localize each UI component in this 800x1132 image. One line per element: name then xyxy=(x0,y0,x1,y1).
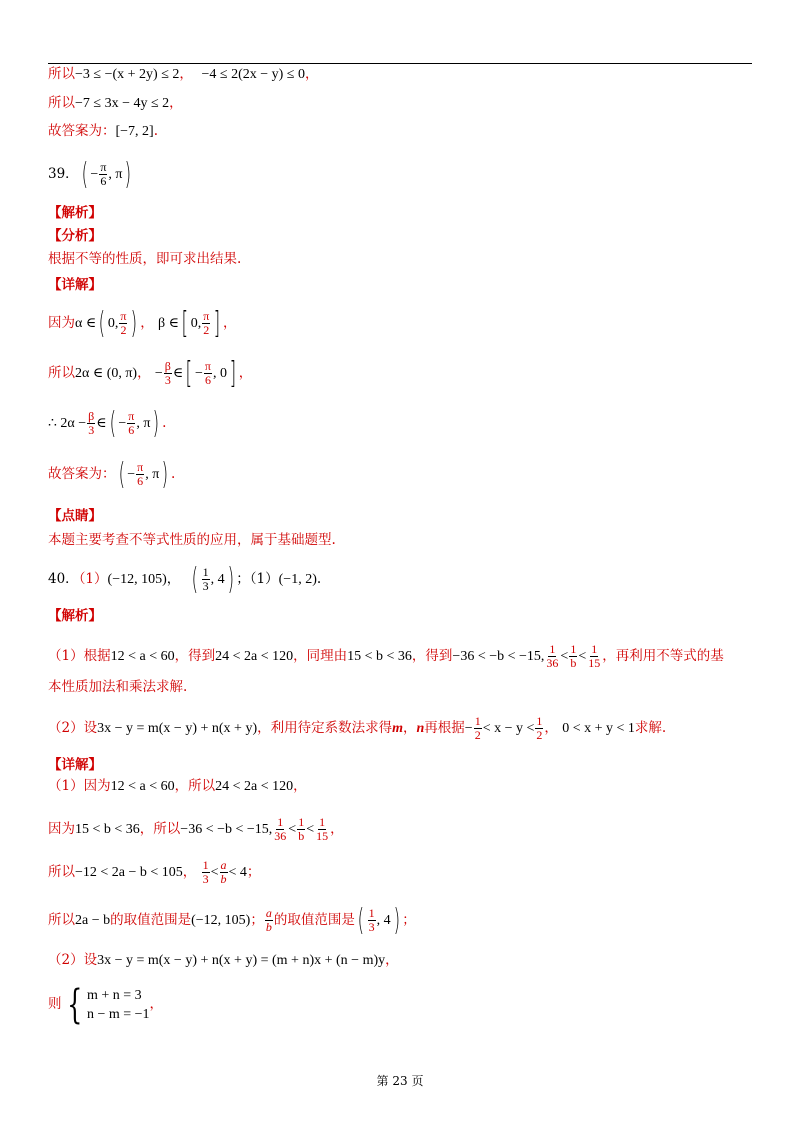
math-expr: (−1, 2) xyxy=(278,572,317,587)
text: 所以 xyxy=(48,864,75,880)
fraction: $\frac{\pi}{6}$ xyxy=(128,409,135,437)
math-expr: (−12, 105) xyxy=(191,913,251,928)
page-footer: 第 23 页 xyxy=(376,1074,424,1088)
punct: ， xyxy=(166,571,181,587)
punct: ， xyxy=(544,720,558,736)
fraction: $\frac{1}{36}$ xyxy=(546,642,559,670)
math-expr: −7 ≤ 3x − 4y ≤ 2 xyxy=(75,96,170,111)
text: ，得到 xyxy=(174,648,216,664)
text: 所以 xyxy=(48,912,75,928)
punct: ； xyxy=(402,912,416,928)
q40-detail-4: 所以2a − b的取值范围是(−12, 105)； $\frac{a}{b}$ 的取值范围是( $\frac{1}{3}$ , 4) ； xyxy=(48,902,416,938)
q40-analysis-2: （2）设3x − y = m(x − y) + n(x + y)，利用待定系数法求得m，n再根据− $\frac{1}{2}$ < x − y < $\frac{1}{2}$ ， 0 < x + y < 1求解. xyxy=(48,714,667,742)
fraction: $\frac{1}{b}$ xyxy=(298,815,305,843)
text: ，利用待定系数法求得 xyxy=(257,720,393,736)
text: 所以 xyxy=(48,66,75,82)
math-expr: 15 < b < 36 xyxy=(347,649,412,664)
punct: ， xyxy=(304,66,319,82)
q39-fenxi-heading: 【分析】 xyxy=(48,228,102,244)
math-expr: ∈ xyxy=(96,416,107,431)
math-expr: 2α ∈ (0, π) xyxy=(75,366,138,381)
q40-detail-5 xyxy=(48,950,399,971)
text: （1）因为 xyxy=(48,778,111,794)
math-expr: −3 ≤ −(x + 2y) ≤ 2 xyxy=(75,67,180,82)
punct: ， xyxy=(140,315,154,331)
text: ，同理由 xyxy=(293,648,348,664)
text: ，得到 xyxy=(411,648,453,664)
q39-dianjing-heading: 【点睛】 xyxy=(48,508,102,524)
question-number: 39． xyxy=(48,166,79,182)
math-expr: α ∈ xyxy=(75,316,97,331)
math-expr: [−7, 2] xyxy=(115,124,154,139)
math-expr: 24 < 2a < 120 xyxy=(215,779,294,794)
fraction: $\frac{\pi}{2}$ xyxy=(203,309,210,337)
fraction: $\frac{\beta}{3}$ xyxy=(164,359,171,387)
q40-answer-line: 40．（1）(−12, 105)， ( $\frac{1}{3}$ , 4) ；（1）(−1, 2). xyxy=(48,561,322,597)
math-expr: , π xyxy=(108,167,123,182)
fraction: $\frac{1}{3}$ xyxy=(202,858,209,886)
fraction: $\frac{1}{15}$ xyxy=(316,815,329,843)
q39-step-2: 所以2α ∈ (0, π)， − $\frac{\beta}{3}$ ∈[ − $\frac{\pi}{6}$ , 0] ， xyxy=(48,355,253,391)
q40-jiexi-heading: 【解析】 xyxy=(48,608,102,624)
equation-row: m + n = 3 xyxy=(86,987,142,1003)
q39-answer-final: 故答案为：( − $\frac{\pi}{6}$ , π) . xyxy=(48,456,176,492)
q40-detail-2: 因为15 < b < 36，所以−36 < −b < −15, $\frac{1}{36}$ < $\frac{1}{b}$ < $\frac{1}{15}$ ， xyxy=(48,815,344,843)
math-expr: < x − y < xyxy=(482,721,535,736)
math-expr: (−12, 105) xyxy=(107,572,167,587)
q39-answer-line: 39．( − $\frac{\pi}{6}$ , π) xyxy=(48,156,132,192)
punct: ， xyxy=(137,365,151,381)
fraction: $\frac{1}{3}$ xyxy=(202,565,209,593)
math-expr: 12 < a < 60 xyxy=(110,649,175,664)
punct: . xyxy=(170,466,176,482)
intro-line-3 xyxy=(48,121,158,142)
q39-step-1: 因为α ∈( 0, $\frac{\pi}{2}$ ) ， β ∈[ 0, $\frac{\pi}{2}$ ] ， xyxy=(48,305,237,341)
part-label: （1） xyxy=(249,571,279,587)
text: 求解. xyxy=(634,720,667,736)
text: 故答案为： xyxy=(48,123,116,139)
fraction: $\frac{\pi}{6}$ xyxy=(137,460,144,488)
math-expr: −36 < −b < −15, xyxy=(452,649,545,664)
text: 再根据 xyxy=(424,720,465,736)
fraction: $\frac{1}{3}$ xyxy=(368,906,375,934)
intro-line-2 xyxy=(48,93,183,114)
math-expr: , 4 xyxy=(210,572,225,587)
math-expr: 15 < b < 36 xyxy=(75,822,140,837)
punct: ， xyxy=(223,315,237,331)
text: （2）设 xyxy=(48,952,98,968)
fraction: $\frac{1}{2}$ xyxy=(474,714,481,742)
math-expr: 3x − y = m(x − y) + n(x + y) = (m + n)x + (n − m)y xyxy=(97,953,386,968)
punct: ， xyxy=(238,365,253,381)
math-expr: , π xyxy=(136,416,151,431)
fraction: $\frac{a}{b}$ xyxy=(220,858,227,886)
punct: ， xyxy=(182,864,197,880)
punct: ； xyxy=(236,571,250,587)
math-expr: 0, xyxy=(107,316,119,331)
equation-system: { m + n = 3 n − m = −1 xyxy=(66,981,150,1028)
fraction: $\frac{\pi}{6}$ xyxy=(204,359,211,387)
math-expr: , π xyxy=(145,467,160,482)
math-var: n xyxy=(416,721,425,736)
math-expr: 12 < a < 60 xyxy=(110,779,175,794)
math-expr: , 4 xyxy=(376,913,391,928)
q39-fenxi-text: 根据不等的性质，即可求出结果. xyxy=(48,251,242,267)
math-expr: ∈ xyxy=(172,366,184,381)
intro-line-1 xyxy=(48,64,318,85)
punct: ； xyxy=(246,864,261,880)
text: 所以 xyxy=(48,95,75,111)
text: 所以 xyxy=(48,365,75,381)
q40-analysis-1-cont: 本性质加法和乘法求解. xyxy=(48,679,188,695)
text: （2）设 xyxy=(48,720,98,736)
math-expr: 0, xyxy=(190,316,202,331)
punct: ， xyxy=(403,720,417,736)
punct: ， xyxy=(169,95,183,111)
punct: ， xyxy=(330,821,344,837)
equation-row: n − m = −1 xyxy=(86,1006,150,1022)
text: ，再利用不等式的基 xyxy=(602,648,724,664)
math-expr: < 4 xyxy=(228,865,247,880)
punct: ， xyxy=(149,996,164,1012)
part-label: （1） xyxy=(78,571,108,587)
text: ，所以 xyxy=(139,821,181,837)
punct: . xyxy=(153,123,159,139)
math-expr: −36 < −b < −15, xyxy=(180,822,273,837)
q39-step-3: ∴ 2α − $\frac{\beta}{3}$ ∈( − $\frac{\pi}{6}$ , π) . xyxy=(48,405,167,441)
fraction: $\frac{1}{b}$ xyxy=(570,642,577,670)
q40-detail-6 xyxy=(48,982,163,1026)
question-number: 40． xyxy=(48,571,79,587)
fraction: $\frac{a}{b}$ xyxy=(265,906,272,934)
fraction: $\frac{\beta}{3}$ xyxy=(88,409,95,437)
fraction: $\frac{1}{15}$ xyxy=(588,642,601,670)
text: 因为 xyxy=(48,315,75,331)
fraction: $\frac{1}{2}$ xyxy=(536,714,543,742)
math-expr: 2a − b xyxy=(75,913,111,928)
math-expr: 0 < x + y < 1 xyxy=(562,721,635,736)
math-var: m xyxy=(392,721,403,736)
math-expr: 24 < 2a < 120 xyxy=(215,649,294,664)
punct: . xyxy=(316,571,322,587)
math-expr: 3x − y = m(x − y) + n(x + y) xyxy=(97,721,258,736)
punct: . xyxy=(162,415,167,431)
punct: ， xyxy=(179,66,193,82)
text: ，所以 xyxy=(174,778,216,794)
q39-jiexi-heading: 【解析】 xyxy=(48,205,102,221)
punct: ； xyxy=(250,912,264,928)
q40-detail-3: 所以−12 < 2a − b < 105， $\frac{1}{3}$ < $\frac{a}{b}$ < 4； xyxy=(48,858,261,886)
q39-dianjing-text: 本题主要考查不等式性质的应用，属于基础题型. xyxy=(48,532,336,548)
q40-analysis-1: （1）根据12 < a < 60，得到24 < 2a < 120，同理由15 < b < 36，得到−36 < −b < −15, $\frac{1}{36}$ < $\frac{1}{b}$ < $\frac{1}{15}$ ，再利用不等式的基 xyxy=(48,642,724,670)
math-expr: −4 ≤ 2(2x − y) ≤ 0 xyxy=(201,67,305,82)
q40-xiangjie-heading: 【详解】 xyxy=(48,757,102,773)
text: 的取值范围是 xyxy=(110,912,192,928)
text: 则 xyxy=(48,996,62,1012)
math-expr: ∴ 2α − xyxy=(48,416,87,431)
math-expr: β ∈ xyxy=(158,316,179,331)
text: （1）根据 xyxy=(48,648,111,664)
text: 因为 xyxy=(48,821,75,837)
math-expr: −12 < 2a − b < 105 xyxy=(75,865,183,880)
text: 的取值范围是 xyxy=(273,912,355,928)
fraction: $\frac{1}{36}$ xyxy=(274,815,287,843)
q39-xiangjie-heading: 【详解】 xyxy=(48,277,102,293)
punct: ， xyxy=(385,952,399,968)
fraction: $\frac{\pi}{2}$ xyxy=(120,309,127,337)
fraction: $\frac{\pi}{6}$ xyxy=(100,160,107,188)
text: 故答案为： xyxy=(48,466,116,482)
math-expr: , 0 xyxy=(212,366,227,381)
punct: ， xyxy=(293,778,307,794)
q40-detail-1 xyxy=(48,776,307,797)
